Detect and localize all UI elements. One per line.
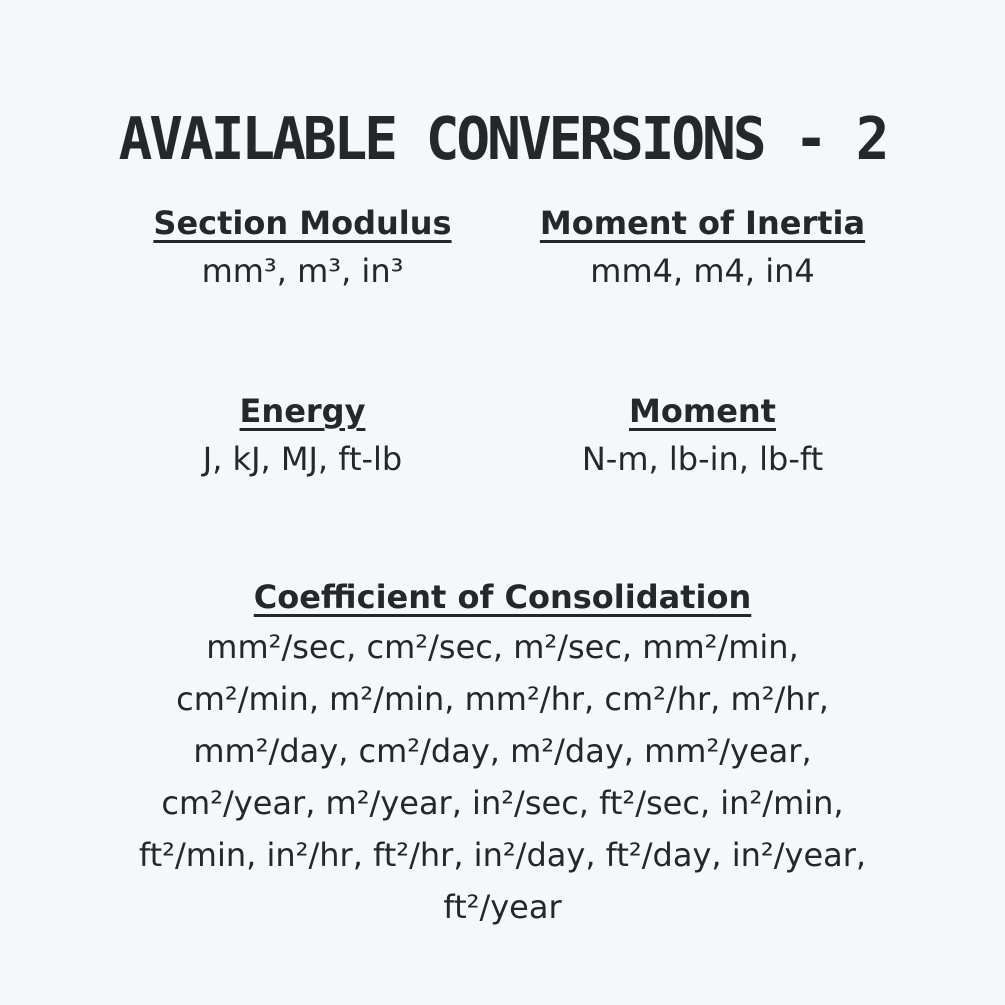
consolidation-units-line: ft²/min, in²/hr, ft²/hr, in²/day, ft²/day, in²/year, bbox=[138, 836, 867, 874]
energy-block bbox=[100, 391, 505, 485]
moment-units: N-m, lb-in, lb-ft bbox=[581, 440, 824, 478]
consolidation-units-line: cm²/year, m²/year, in²/sec, ft²/sec, in²/min, bbox=[161, 784, 844, 822]
section-modulus-units: mm³, m³, in³ bbox=[201, 252, 404, 290]
section-modulus-heading: Section Modulus bbox=[153, 204, 452, 242]
moment-of-inertia-block bbox=[500, 203, 905, 297]
consolidation-units-line: mm²/sec, cm²/sec, m²/sec, mm²/min, bbox=[206, 628, 799, 666]
moment-of-inertia-units: mm4, m4, in4 bbox=[590, 252, 815, 290]
moment-of-inertia-heading: Moment of Inertia bbox=[539, 204, 866, 242]
moment-block bbox=[500, 391, 905, 485]
consolidation-units-line: ft²/year bbox=[443, 888, 562, 926]
moment-heading: Moment bbox=[629, 392, 776, 430]
coefficient-of-consolidation-heading: Coefficient of Consolidation bbox=[253, 578, 752, 616]
consolidation-units-line: cm²/min, m²/min, mm²/hr, cm²/hr, m²/hr, bbox=[176, 680, 829, 718]
energy-heading: Energy bbox=[239, 392, 366, 430]
consolidation-units-line: mm²/day, cm²/day, m²/day, mm²/year, bbox=[193, 732, 812, 770]
energy-units: J, kJ, MJ, ft-lb bbox=[202, 440, 403, 478]
section-modulus-block bbox=[100, 203, 505, 297]
coefficient-of-consolidation-units bbox=[60, 621, 945, 933]
page-title: AVAILABLE CONVERSIONS - 2 bbox=[118, 105, 887, 174]
coefficient-of-consolidation-block bbox=[60, 577, 945, 933]
